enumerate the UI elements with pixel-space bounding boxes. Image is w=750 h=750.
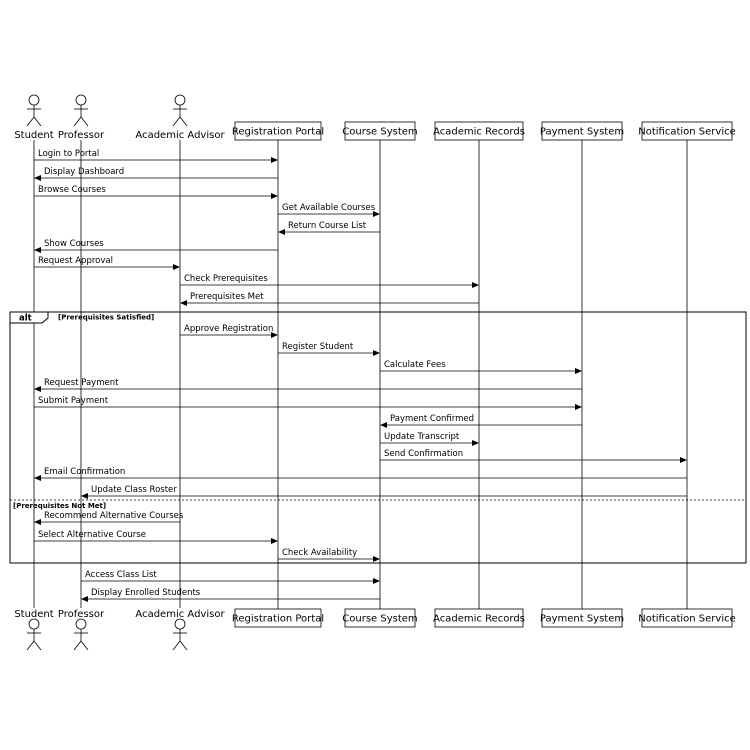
message <box>34 167 278 181</box>
message <box>380 414 582 428</box>
message-arrowhead <box>81 596 88 602</box>
participant-records-top <box>433 122 525 140</box>
alt-fragment <box>10 312 746 563</box>
message-arrowhead <box>34 386 41 392</box>
participant-course-bottom <box>342 609 417 627</box>
message-arrowhead <box>173 264 180 270</box>
message <box>34 530 278 544</box>
message-arrowhead <box>575 404 582 410</box>
message <box>34 511 184 525</box>
participant-records-bottom <box>433 609 525 627</box>
actor-student-bottom <box>14 609 53 650</box>
message-arrowhead <box>81 493 88 499</box>
message-label: Prerequisites Met <box>190 292 264 302</box>
message-label: Show Courses <box>44 239 104 249</box>
actor-leg-left <box>27 117 34 126</box>
message-label: Select Alternative Course <box>38 530 146 540</box>
message-arrowhead <box>271 157 278 163</box>
actor-head <box>29 619 39 629</box>
actor-head <box>175 619 185 629</box>
alt-guard-not-met: [Prerequisites Not Met] <box>13 502 107 510</box>
message-label: Send Confirmation <box>384 449 464 459</box>
alt-operator: alt <box>19 313 32 324</box>
participant-portal-top <box>232 122 324 140</box>
message <box>34 467 687 481</box>
message <box>180 274 479 288</box>
message <box>81 570 380 584</box>
actor-professor-bottom <box>58 609 105 650</box>
actor-head <box>76 619 86 629</box>
message-label: Email Confirmation <box>44 467 126 477</box>
actor-head <box>76 95 86 105</box>
actor-leg-left <box>74 117 81 126</box>
message <box>34 185 278 199</box>
actor-leg-right <box>81 641 88 650</box>
message-arrowhead <box>680 457 687 463</box>
actor-leg-right <box>180 117 187 126</box>
participant-label: Notification Service <box>638 126 736 138</box>
message <box>180 324 278 338</box>
message <box>81 485 687 499</box>
message-label: Check Availability <box>282 548 358 558</box>
message-arrowhead <box>373 556 380 562</box>
actor-advisor-top <box>135 95 225 141</box>
participant-label: Academic Advisor <box>135 130 225 141</box>
participant-label: Student <box>14 609 54 620</box>
message <box>34 378 582 392</box>
message-label: Access Class List <box>85 570 157 580</box>
message <box>278 221 380 235</box>
actor-head <box>29 95 39 105</box>
participant-label: Registration Portal <box>231 126 325 138</box>
participant-label: Course System <box>342 613 418 625</box>
message <box>81 588 380 602</box>
message <box>34 396 582 410</box>
message-label: Browse Courses <box>38 185 106 195</box>
message-label: Update Transcript <box>384 432 460 442</box>
participant-label: Payment System <box>539 613 625 625</box>
message-label: Approve Registration <box>184 324 274 334</box>
message-arrowhead <box>34 247 41 253</box>
message <box>278 203 380 217</box>
participant-payment-top <box>540 122 624 140</box>
message-label: Return Course List <box>288 221 367 231</box>
message-label: Display Enrolled Students <box>91 588 201 598</box>
actor-leg-left <box>74 641 81 650</box>
actor-head <box>175 95 185 105</box>
actor-leg-right <box>34 117 41 126</box>
participant-label: Professor <box>57 130 105 141</box>
actor-leg-right <box>34 641 41 650</box>
message-label: Check Prerequisites <box>184 274 268 284</box>
actor-leg-left <box>173 117 180 126</box>
message-label: Request Approval <box>38 256 113 266</box>
actor-student-top <box>14 95 53 141</box>
participant-course-top <box>342 122 417 140</box>
alt-fragment-frame <box>10 312 746 563</box>
message <box>278 548 380 562</box>
message-arrowhead <box>575 368 582 374</box>
alt-guard-satisfied: [Prerequisites Satisfied] <box>58 313 155 322</box>
message-label: Recommend Alternative Courses <box>44 511 184 521</box>
message-arrowhead <box>34 175 41 181</box>
message-arrowhead <box>472 440 479 446</box>
message-label: Submit Payment <box>38 396 109 406</box>
actor-leg-left <box>173 641 180 650</box>
participant-notify-bottom <box>638 609 736 627</box>
actor-leg-left <box>27 641 34 650</box>
actor-leg-right <box>180 641 187 650</box>
message-label: Get Available Courses <box>282 203 376 213</box>
message-label: Register Student <box>282 342 354 352</box>
message-arrowhead <box>380 422 387 428</box>
message <box>34 239 278 253</box>
message-label: Payment Confirmed <box>390 414 475 424</box>
actor-leg-right <box>81 117 88 126</box>
participant-label: Academic Advisor <box>135 609 225 620</box>
message-label: Request Payment <box>44 378 119 388</box>
participant-label: Notification Service <box>638 613 736 625</box>
actor-advisor-bottom <box>135 609 225 650</box>
participant-label: Academic Records <box>433 613 525 625</box>
message-arrowhead <box>373 578 380 584</box>
participant-label: Payment System <box>539 126 625 138</box>
message-arrowhead <box>373 350 380 356</box>
message-label: Login to Portal <box>38 149 100 159</box>
participant-portal-bottom <box>232 609 324 627</box>
message <box>380 360 582 374</box>
message-label: Display Dashboard <box>44 167 125 177</box>
message-arrowhead <box>472 282 479 288</box>
message-arrowhead <box>271 193 278 199</box>
message <box>180 292 479 306</box>
message <box>380 449 687 463</box>
message-arrowhead <box>180 300 187 306</box>
participant-notify-top <box>638 122 736 140</box>
participant-label: Registration Portal <box>231 613 325 625</box>
message <box>34 256 180 270</box>
messages <box>34 149 687 602</box>
message-arrowhead <box>271 538 278 544</box>
participant-label: Academic Records <box>433 126 525 138</box>
participant-label: Course System <box>342 126 418 138</box>
message-arrowhead <box>34 475 41 481</box>
message <box>278 342 380 356</box>
message-arrowhead <box>278 229 285 235</box>
message <box>380 432 479 446</box>
participant-label: Professor <box>57 609 105 620</box>
message-label: Calculate Fees <box>384 360 446 370</box>
participant-payment-bottom <box>540 609 624 627</box>
message-arrowhead <box>34 519 41 525</box>
message <box>34 149 278 163</box>
actor-professor-top <box>58 95 105 141</box>
message-label: Update Class Roster <box>91 485 177 495</box>
participant-label: Student <box>14 130 54 141</box>
